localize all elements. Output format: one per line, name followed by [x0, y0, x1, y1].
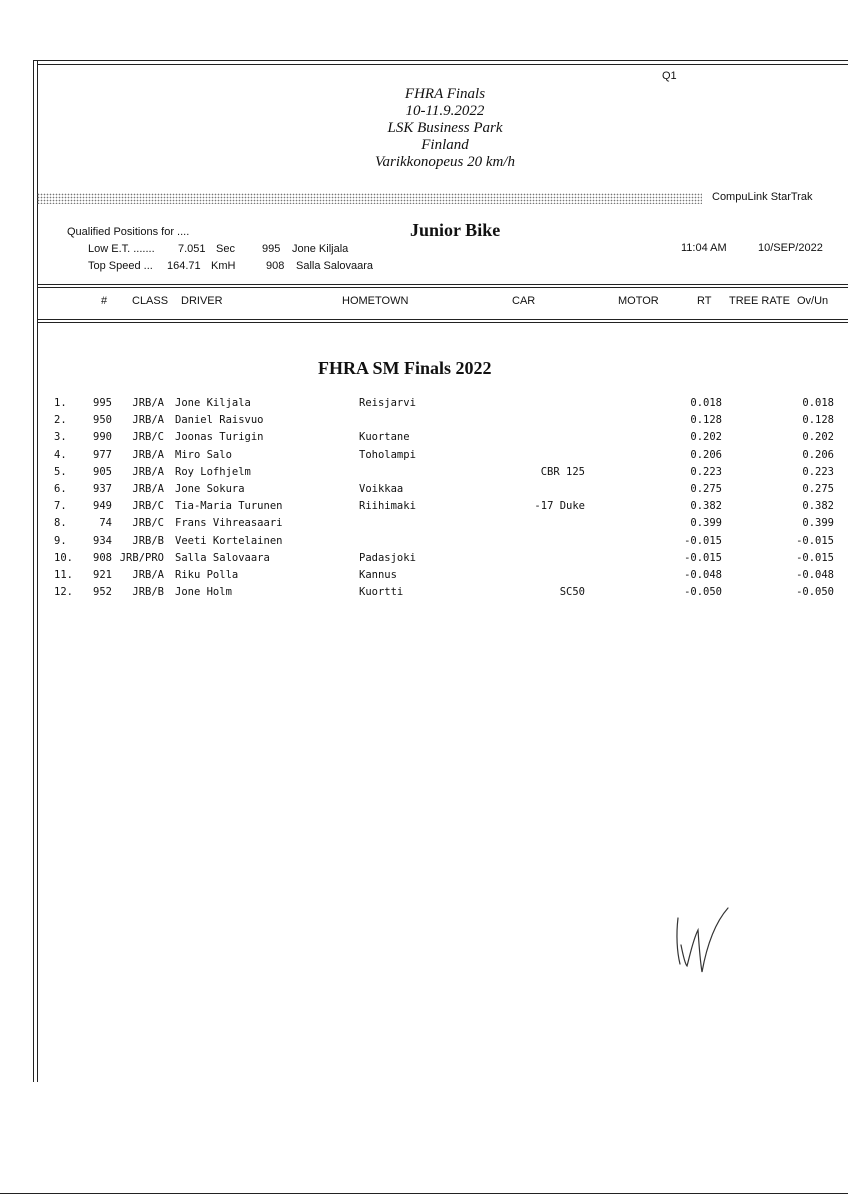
- cell-car-number: 921: [93, 569, 112, 581]
- cell-over-under: -0.015: [796, 551, 834, 564]
- cell-car-number: 949: [93, 500, 112, 513]
- cell-hometown: Reisjarvi: [359, 397, 416, 409]
- cell-position: 8.: [54, 517, 67, 530]
- qualified-positions-label: Qualified Positions for ....: [67, 226, 190, 238]
- top-speed-car: 908: [266, 260, 285, 272]
- cell-hometown: Toholampi: [359, 448, 416, 461]
- bottom-border: [0, 1193, 848, 1194]
- cell-driver: Jone Holm: [175, 586, 232, 599]
- header-rule-bottom-2: [37, 322, 848, 323]
- event-dates: 10-11.9.2022: [405, 103, 485, 119]
- cell-car-number: 952: [93, 586, 112, 599]
- col-tree-rate: TREE RATE: [729, 295, 790, 307]
- cell-class: JRB/A: [132, 483, 164, 495]
- table-row: [0, 569, 848, 586]
- cell-class: JRB/A: [132, 569, 164, 581]
- cell-car-number: 950: [93, 414, 112, 427]
- cell-driver: Veeti Kortelainen: [175, 534, 283, 547]
- table-row: [0, 552, 848, 569]
- top-border-2: [37, 64, 848, 65]
- dotted-separator-band: [37, 193, 702, 204]
- event-header: [330, 86, 560, 171]
- event-country: Finland: [421, 137, 469, 153]
- cell-position: 2.: [54, 414, 67, 427]
- cell-driver: Riku Polla: [175, 569, 239, 581]
- cell-reaction-time: 0.206: [690, 448, 722, 461]
- software-label: CompuLink StarTrak: [712, 191, 813, 203]
- cell-position: 12.: [54, 586, 73, 599]
- cell-over-under: 0.202: [802, 431, 834, 444]
- top-speed-label: Top Speed ...: [88, 260, 153, 272]
- qualifying-round-label: Q1: [662, 70, 677, 82]
- cell-hometown: Kuortti: [359, 586, 404, 599]
- class-title: Junior Bike: [410, 220, 501, 240]
- cell-reaction-time: 0.223: [690, 465, 722, 478]
- cell-car-number: 977: [93, 448, 112, 461]
- cell-driver: Roy Lofhjelm: [175, 465, 251, 478]
- cell-driver: Frans Vihreasaari: [175, 517, 283, 530]
- low-et-car: 995: [262, 243, 281, 255]
- col-number: #: [101, 295, 108, 307]
- cell-class: JRB/C: [132, 517, 164, 530]
- cell-reaction-time: 0.275: [690, 483, 722, 495]
- table-row: [0, 586, 848, 603]
- low-et-value: 7.051: [178, 243, 206, 255]
- table-row: [0, 535, 848, 552]
- table-row: [0, 517, 848, 534]
- col-class: CLASS: [132, 295, 169, 307]
- cell-class: JRB/PRO: [119, 551, 164, 564]
- col-rt: RT: [697, 295, 712, 307]
- cell-car-number: 74: [99, 517, 112, 530]
- header-rule-bottom-1: [37, 319, 848, 320]
- cell-hometown: Kannus: [359, 569, 397, 581]
- cell-over-under: 0.018: [802, 397, 834, 409]
- cell-over-under: -0.015: [796, 534, 834, 547]
- cell-class: JRB/B: [132, 534, 164, 547]
- cell-class: JRB/A: [132, 448, 164, 461]
- cell-reaction-time: -0.048: [684, 569, 722, 581]
- cell-hometown: Kuortane: [359, 431, 410, 444]
- cell-car-number: 995: [93, 397, 112, 409]
- cell-reaction-time: 0.202: [690, 431, 722, 444]
- cell-driver: Tia-Maria Turunen: [175, 500, 283, 513]
- cell-over-under: 0.128: [802, 414, 834, 427]
- cell-class: JRB/A: [132, 397, 164, 409]
- signature-mark: [668, 900, 738, 980]
- col-ov-un: Ov/Un: [797, 295, 829, 307]
- cell-position: 9.: [54, 534, 67, 547]
- table-row: [0, 483, 848, 500]
- table-row: [0, 414, 848, 431]
- cell-hometown: Voikkaa: [359, 483, 404, 495]
- cell-position: 3.: [54, 431, 67, 444]
- cell-reaction-time: -0.015: [684, 534, 722, 547]
- top-border: [33, 60, 848, 61]
- cell-reaction-time: -0.015: [684, 551, 722, 564]
- cell-position: 4.: [54, 448, 67, 461]
- cell-driver: Jone Kiljala: [175, 397, 251, 409]
- cell-driver: Jone Sokura: [175, 483, 245, 495]
- cell-hometown: Riihimaki: [359, 500, 416, 513]
- cell-position: 11.: [54, 569, 73, 581]
- table-row: [0, 500, 848, 517]
- cell-car-number: 934: [93, 534, 112, 547]
- cell-car-number: 990: [93, 431, 112, 444]
- table-row: [0, 431, 848, 448]
- cell-over-under: 0.382: [802, 500, 834, 513]
- report-date: 10/SEP/2022: [758, 242, 823, 254]
- cell-over-under: 0.206: [802, 448, 834, 461]
- cell-driver: Joonas Turigin: [175, 431, 264, 444]
- report-time: 11:04 AM: [681, 242, 727, 254]
- cell-car-number: 908: [93, 551, 112, 564]
- cell-reaction-time: 0.399: [690, 517, 722, 530]
- cell-position: 1.: [54, 397, 67, 409]
- cell-over-under: 0.399: [802, 517, 834, 530]
- cell-car: CBR 125: [540, 465, 585, 478]
- col-hometown: HOMETOWN: [342, 295, 409, 307]
- cell-car: SC50: [559, 586, 585, 599]
- event-venue: LSK Business Park: [387, 120, 503, 136]
- cell-driver: Salla Salovaara: [175, 551, 270, 564]
- cell-car-number: 937: [93, 483, 112, 495]
- top-speed-value: 164.71: [167, 260, 201, 272]
- cell-over-under: 0.275: [802, 483, 834, 495]
- cell-reaction-time: 0.128: [690, 414, 722, 427]
- table-row: [0, 466, 848, 483]
- top-speed-driver: Salla Salovaara: [296, 260, 374, 272]
- cell-over-under: 0.223: [802, 465, 834, 478]
- event-note: Varikkonopeus 20 km/h: [375, 154, 515, 170]
- cell-position: 10.: [54, 551, 73, 564]
- table-row: [0, 397, 848, 414]
- low-et-label: Low E.T. .......: [88, 243, 155, 255]
- cell-reaction-time: -0.050: [684, 586, 722, 599]
- cell-reaction-time: 0.382: [690, 500, 722, 513]
- header-rule-top-1: [37, 284, 848, 285]
- event-name: FHRA Finals: [404, 86, 486, 102]
- cell-class: JRB/A: [132, 465, 164, 478]
- top-speed-unit: KmH: [211, 260, 236, 272]
- cell-position: 6.: [54, 483, 67, 495]
- cell-driver: Miro Salo: [175, 448, 232, 461]
- low-et-unit: Sec: [216, 243, 235, 255]
- cell-car-number: 905: [93, 465, 112, 478]
- cell-position: 5.: [54, 465, 67, 478]
- header-rule-top-2: [37, 287, 848, 288]
- cell-over-under: -0.050: [796, 586, 834, 599]
- cell-reaction-time: 0.018: [690, 397, 722, 409]
- col-motor: MOTOR: [618, 295, 659, 307]
- table-row: [0, 449, 848, 466]
- section-title: FHRA SM Finals 2022: [318, 358, 492, 378]
- cell-class: JRB/C: [132, 500, 164, 513]
- cell-driver: Daniel Raisvuo: [175, 414, 264, 427]
- cell-class: JRB/C: [132, 431, 164, 444]
- low-et-driver: Jone Kiljala: [292, 243, 349, 255]
- cell-position: 7.: [54, 500, 67, 513]
- cell-hometown: Padasjoki: [359, 551, 416, 564]
- cell-car: -17 Duke: [534, 500, 585, 513]
- cell-over-under: -0.048: [796, 569, 834, 581]
- col-driver: DRIVER: [181, 295, 223, 307]
- cell-class: JRB/B: [132, 586, 164, 599]
- col-car: CAR: [512, 295, 536, 307]
- cell-class: JRB/A: [132, 414, 164, 427]
